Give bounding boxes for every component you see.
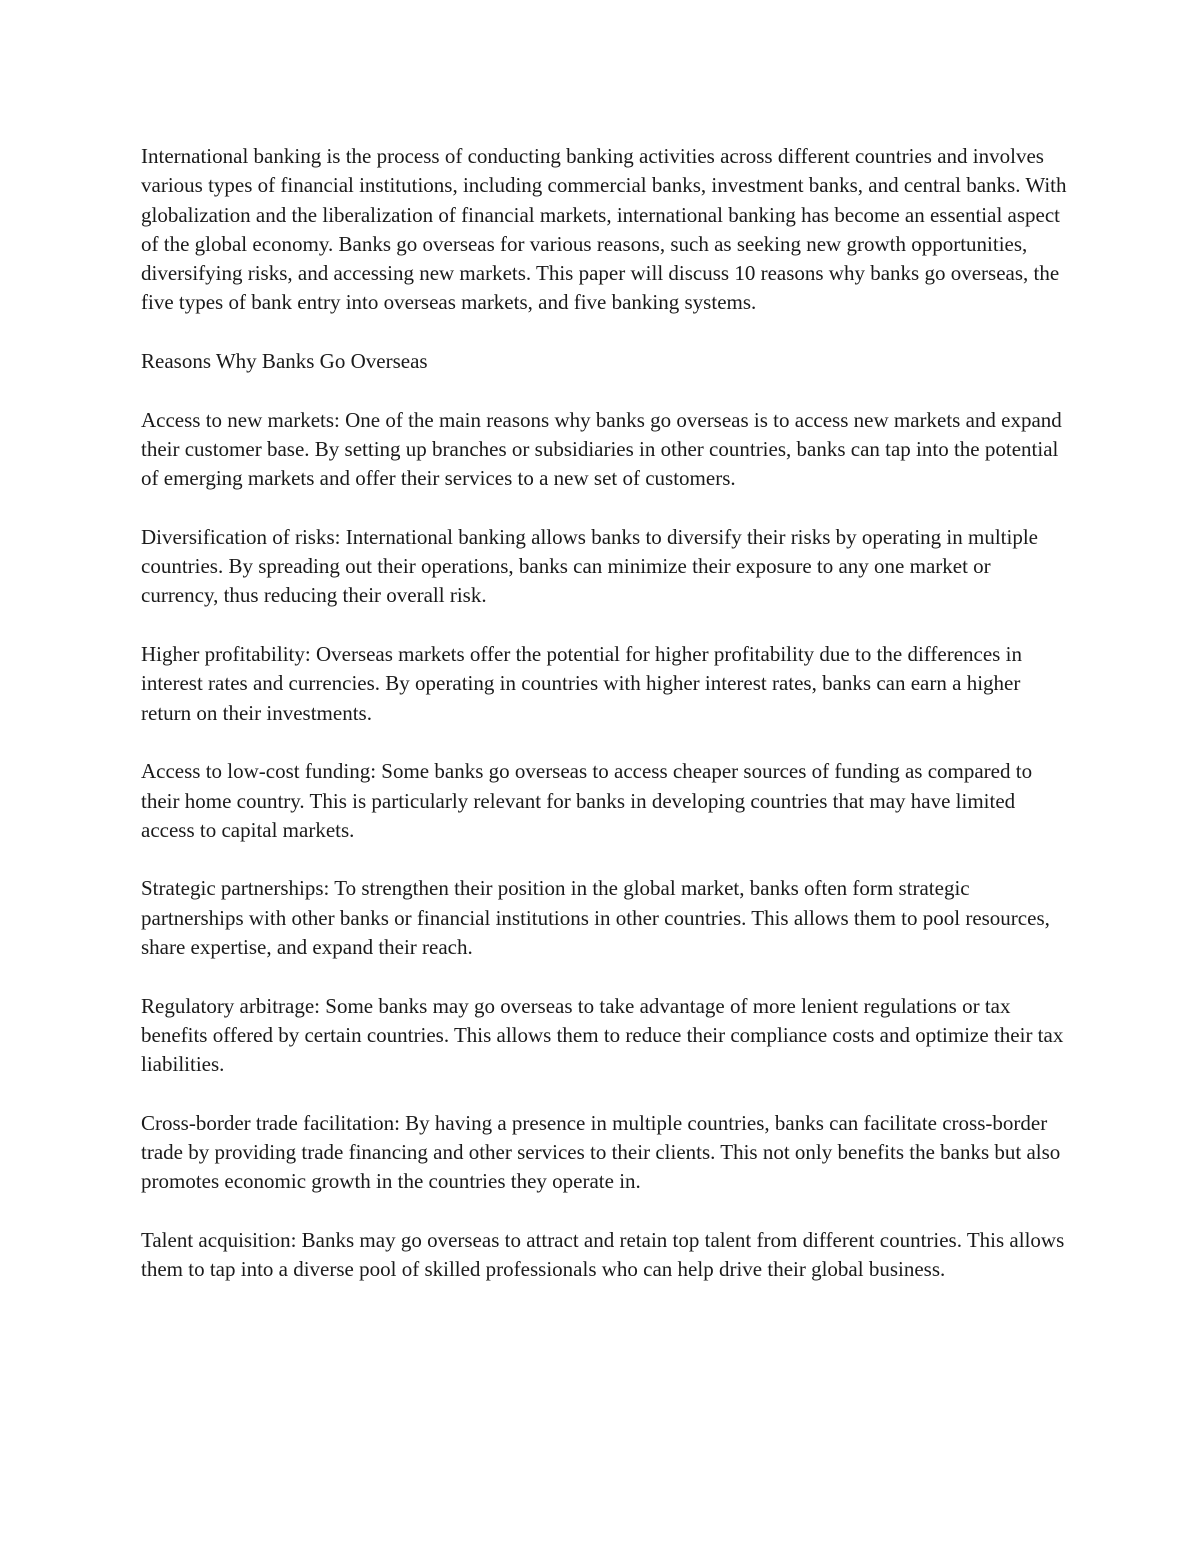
paragraph-strategic-partnerships: Strategic partnerships: To strengthen their position in the global market, banks often form strategic partnerships with other banks or financial institutions in other countries. This allows them to pool resources, share expertise, and expand their reach. [141,876,1050,960]
paragraph-access-to-low-cost-funding: Access to low-cost funding: Some banks go overseas to access cheaper sources of funding as compared to their home country. This is particularly relevant for banks in developing countries that may have limited access to capital markets. [141,759,1033,842]
paragraph-access-to-new-markets: Access to new markets: One of the main reasons why banks go overseas is to access new markets and expand their customer base. By setting up branches or subsidiaries in other countries, banks can tap into the potential of emerging markets and offer their services to a new set of customers. [141,407,1062,491]
paragraph-diversification-of-risks: Diversification of risks: International banking allows banks to diversify their risks by operating in multiple countries. By spreading out their operations, banks can minimize their exposure to any one market or currency, thus reducing their overall risk. [141,524,1038,608]
document-body [141,142,1071,1314]
paragraph-cross-border-trade-facilitation: Cross-border trade facilitation: By having a presence in multiple countries, banks can facilitate cross-border trade by providing trade financing and other services to their clients. This not only benefits the banks but also promotes economic growth in the countries they operate in. [141,1110,1061,1194]
section-heading: Reasons Why Banks Go Overseas [141,349,428,374]
paragraph-regulatory-arbitrage: Regulatory arbitrage: Some banks may go overseas to take advantage of more lenient regulations or tax benefits offered by certain countries. This allows them to reduce their compliance costs and optimize their tax liabilities. [141,993,1064,1077]
paragraph-higher-profitability: Higher profitability: Overseas markets offer the potential for higher profitability due to the differences in interest rates and currencies. By operating in countries with higher interest rates, banks can earn a higher return on their investments. [141,642,1022,725]
paragraph-talent-acquisition: Talent acquisition: Banks may go overseas to attract and retain top talent from different countries. This allows them to tap into a diverse pool of skilled professionals who can help drive their global business. [141,1227,1065,1282]
intro-paragraph: International banking is the process of conducting banking activities across different countries and involves various types of financial institutions, including commercial banks, investment banks, and central banks. With globalization and the liberalization of financial markets, international banking has become an essential aspect of the global economy. Banks go overseas for various reasons, such as seeking new growth opportunities, diversifying risks, and accessing new markets. This paper will discuss 10 reasons why banks go overseas, the five types of bank entry into overseas markets, and five banking systems. [141,144,1067,315]
